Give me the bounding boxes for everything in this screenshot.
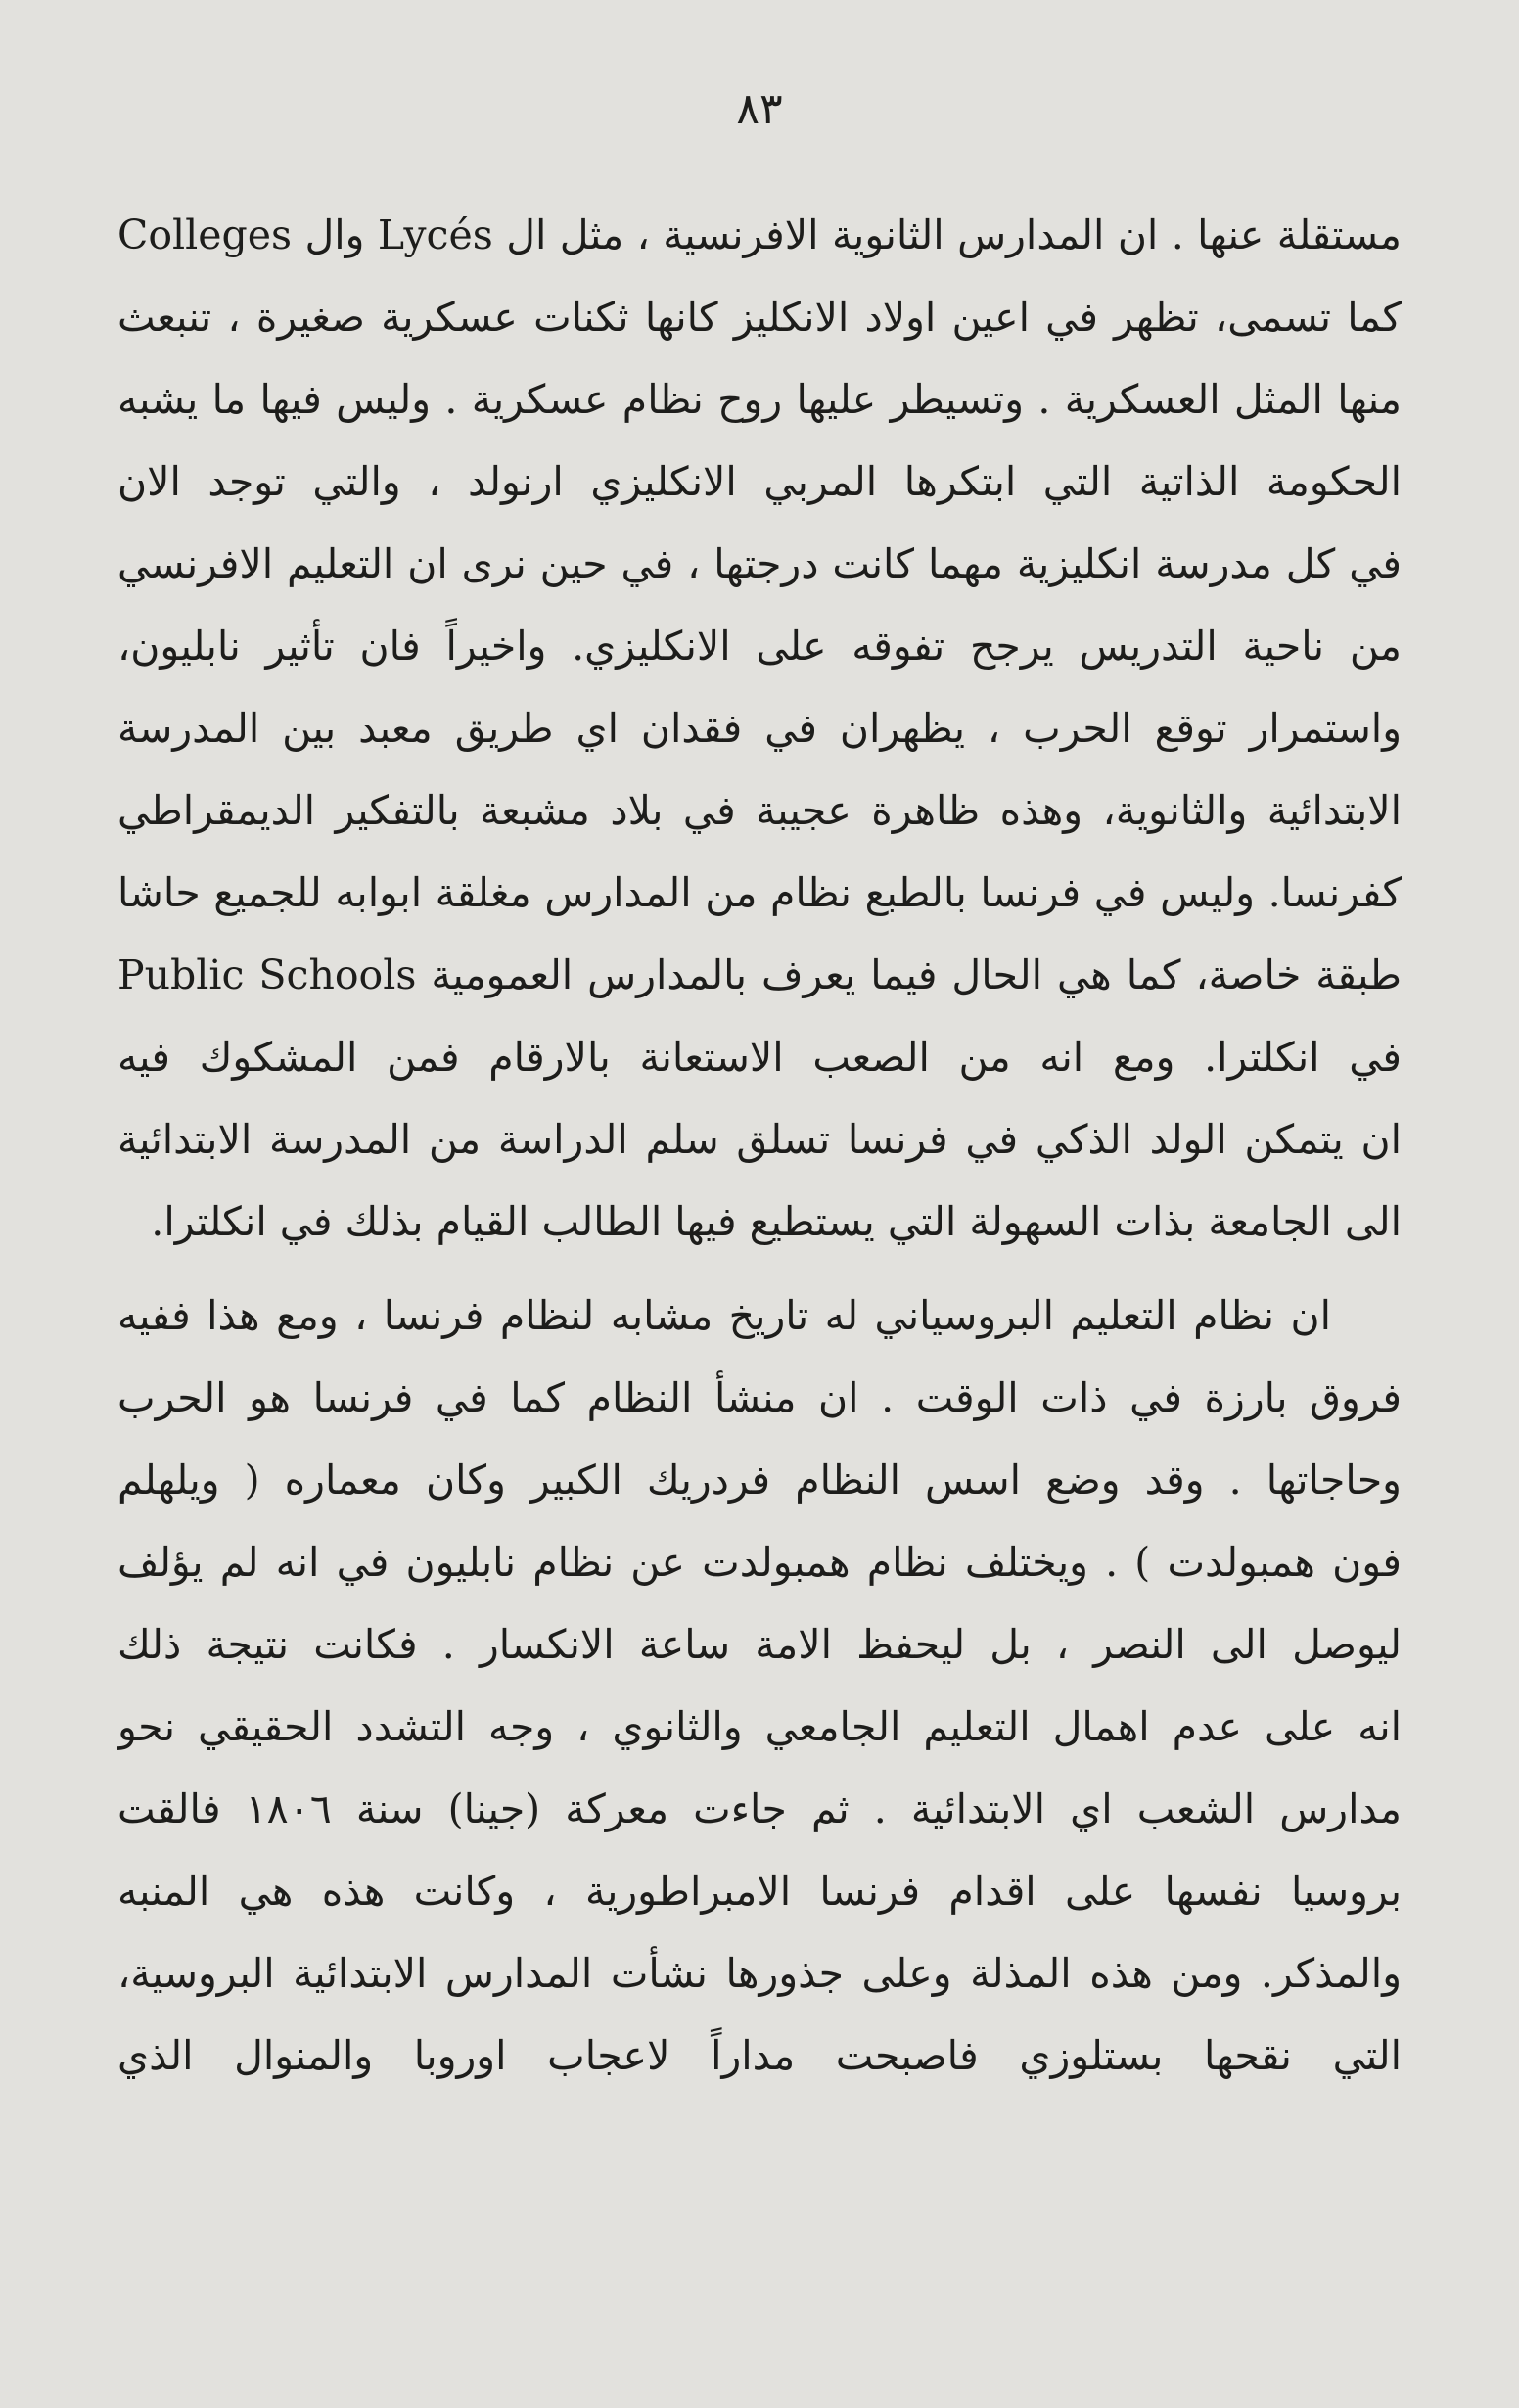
text-line: الحكومة الذاتية التي ابتكرها المربي الانكليزي ارنولد ، والتي توجد الان [117, 458, 1402, 505]
text-line: من ناحية التدريس يرجح تفوقه على الانكليزي. واخيراً فان تأثير نابليون، [117, 623, 1402, 670]
text-line: في كل مدرسة انكليزية مهما كانت درجتها ، في حين نرى ان التعليم الافرنسي [117, 540, 1402, 587]
text-line: طبقة خاصة، كما هي الحال فيما يعرف بالمدارس العمومية Public Schools [117, 951, 1402, 998]
paragraph-start-line: ان نظام التعليم البروسياني له تاريخ مشابه لنظام فرنسا ، ومع هذا ففيه [117, 1292, 1331, 1339]
text-line: والمذكر. ومن هذه المذلة وعلى جذورها نشأت المدارس الابتدائية البروسية، [117, 1950, 1402, 1997]
body-text [117, 194, 1402, 2097]
text-line: مدارس الشعب اي الابتدائية . ثم جاءت معركة (جينا) سنة ١٨٠٦ فالقت [117, 1785, 1402, 1832]
text-line: الى الجامعة بذات السهولة التي يستطيع فيها الطالب القيام بذلك في انكلترا. [151, 1198, 1402, 1245]
text-line: واستمرار توقع الحرب ، يظهران في فقدان اي طريق معبد بين المدرسة [117, 705, 1402, 752]
text-line: في انكلترا. ومع انه من الصعب الاستعانة بالارقام فمن المشكوك فيه [117, 1034, 1402, 1081]
text-line: ليوصل الى النصر ، بل ليحفظ الامة ساعة الانكسار . فكانت نتيجة ذلك [117, 1621, 1402, 1668]
text-line: وحاجاتها . وقد وضع اسس النظام فردريك الكبير وكان معماره ( ويلهلم [117, 1457, 1402, 1504]
text-line: بروسيا نفسها على اقدام فرنسا الامبراطورية ، وكانت هذه هي المنبه [117, 1868, 1402, 1915]
text-line: كفرنسا. وليس في فرنسا بالطبع نظام من المدارس مغلقة ابوابه للجميع حاشا [117, 869, 1402, 916]
text-line: منها المثل العسكرية . وتسيطر عليها روح نظام عسكرية . وليس فيها ما يشبه [117, 376, 1402, 423]
text-line: مستقلة عنها . ان المدارس الثانوية الافرنسية ، مثل ال Lycés وال Colleges [117, 211, 1402, 258]
text-line: انه على عدم اهمال التعليم الجامعي والثانوي ، وجه التشدد الحقيقي نحو [117, 1703, 1402, 1750]
text-line: فروق بارزة في ذات الوقت . ان منشأ النظام كما في فرنسا هو الحرب [117, 1374, 1402, 1421]
text-line: كما تسمى، تظهر في اعين اولاد الانكليز كانها ثكنات عسكرية صغيرة ، تنبعث [117, 294, 1402, 341]
page-number: ٨٣ [736, 84, 783, 134]
text-line: التي نقحها بستلوزي فاصبحت مداراً لاعجاب اوروبا والمنوال الذي [117, 2032, 1402, 2079]
text-line: ان يتمكن الولد الذكي في فرنسا تسلق سلم الدراسة من المدرسة الابتدائية [117, 1116, 1402, 1163]
text-line: الابتدائية والثانوية، وهذه ظاهرة عجيبة في بلاد مشبعة بالتفكير الديمقراطي [117, 787, 1402, 834]
text-line: فون همبولدت ) . ويختلف نظام همبولدت عن نظام نابليون في انه لم يؤلف [117, 1539, 1402, 1586]
